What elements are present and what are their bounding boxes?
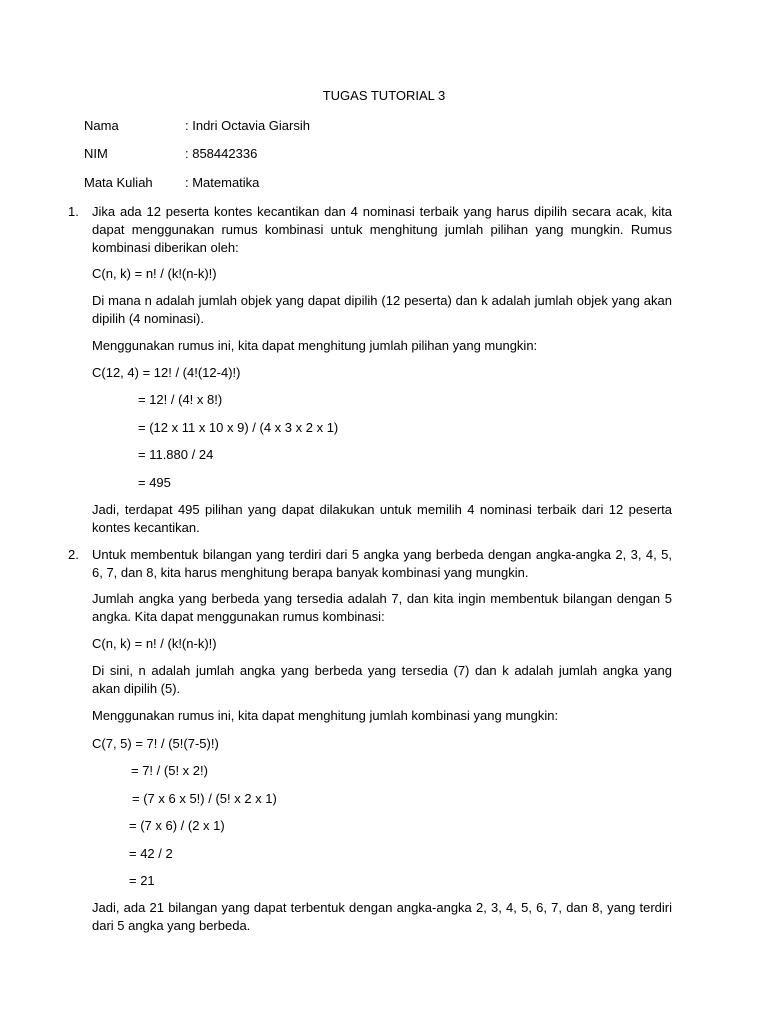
question-1-conclusion: Jadi, terdapat 495 pilihan yang dapat dilakukan untuk memilih 4 nominasi terbaik dari 12 peserta kontes kecantikan. [92, 502, 672, 535]
question-1-formula: C(n, k) = n! / (k!(n-k)!) [92, 266, 217, 281]
question-2-calc-line: = (7 x 6 x 5!) / (5! x 2 x 1) [132, 791, 277, 806]
question-2-intro: Untuk membentuk bilangan yang terdiri dari 5 angka yang berbeda dengan angka-angka 2, 3, 4, 5, 6, 7, dan 8, kita harus menghitung berapa banyak kombinasi yang mungkin. [92, 547, 672, 580]
question-1-explanation: Di mana n adalah jumlah objek yang dapat dipilih (12 peserta) dan k adalah jumlah objek yang akan dipilih (4 nominasi). [92, 293, 672, 326]
question-2-using: Menggunakan rumus ini, kita dapat menghitung jumlah kombinasi yang mungkin: [92, 708, 559, 723]
question-2-calc-line: C(7, 5) = 7! / (5!(7-5)!) [92, 736, 219, 751]
question-2-number: 2. [68, 547, 79, 562]
question-1-calc-line: = 11.880 / 24 [138, 447, 214, 462]
question-1-intro: Jika ada 12 peserta kontes kecantikan dan 4 nominasi terbaik yang harus dipilih secara acak, kita dapat menggunakan rumus kombinasi untuk menghitung jumlah pilihan yang mungkin. Rumus kombinasi diberikan oleh: [92, 204, 672, 255]
question-2-available: Jumlah angka yang berbeda yang tersedia adalah 7, dan kita ingin membentuk bilangan dengan 5 angka. Kita dapat menggunakan rumus kombinasi: [92, 591, 672, 624]
question-1-calc-line: C(12, 4) = 12! / (4!(12-4)!) [92, 365, 241, 380]
question-1-calc-line: = 12! / (4! x 8!) [138, 392, 223, 407]
info-value: : Matematika [185, 175, 260, 190]
question-2-calc-line: = (7 x 6) / (2 x 1) [129, 818, 225, 833]
info-value: : Indri Octavia Giarsih [185, 118, 310, 133]
question-1-number: 1. [68, 204, 79, 219]
question-1-calc-line: = 495 [138, 475, 171, 490]
document-title: TUGAS TUTORIAL 3 [322, 88, 446, 103]
question-2-explanation: Di sini, n adalah jumlah angka yang berbeda yang tersedia (7) dan k adalah jumlah angka yang akan dipilih (5). [92, 663, 672, 696]
info-label: NIM [84, 146, 108, 161]
question-2-formula: C(n, k) = n! / (k!(n-k)!) [92, 636, 217, 651]
question-1-calc-line: = (12 x 11 x 10 x 9) / (4 x 3 x 2 x 1) [138, 420, 339, 435]
question-2-calc-line: = 42 / 2 [129, 846, 173, 861]
question-2-calc-line: = 7! / (5! x 2!) [131, 763, 208, 778]
question-1-using: Menggunakan rumus ini, kita dapat menghitung jumlah pilihan yang mungkin: [92, 338, 538, 353]
info-label: Mata Kuliah [84, 175, 153, 190]
info-label: Nama [84, 118, 119, 133]
info-value: : 858442336 [185, 146, 258, 161]
question-2-conclusion: Jadi, ada 21 bilangan yang dapat terbentuk dengan angka-angka 2, 3, 4, 5, 6, 7, dan 8, yang terdiri dari 5 angka yang berbeda. [92, 900, 672, 933]
question-2-calc-line: = 21 [129, 873, 155, 888]
